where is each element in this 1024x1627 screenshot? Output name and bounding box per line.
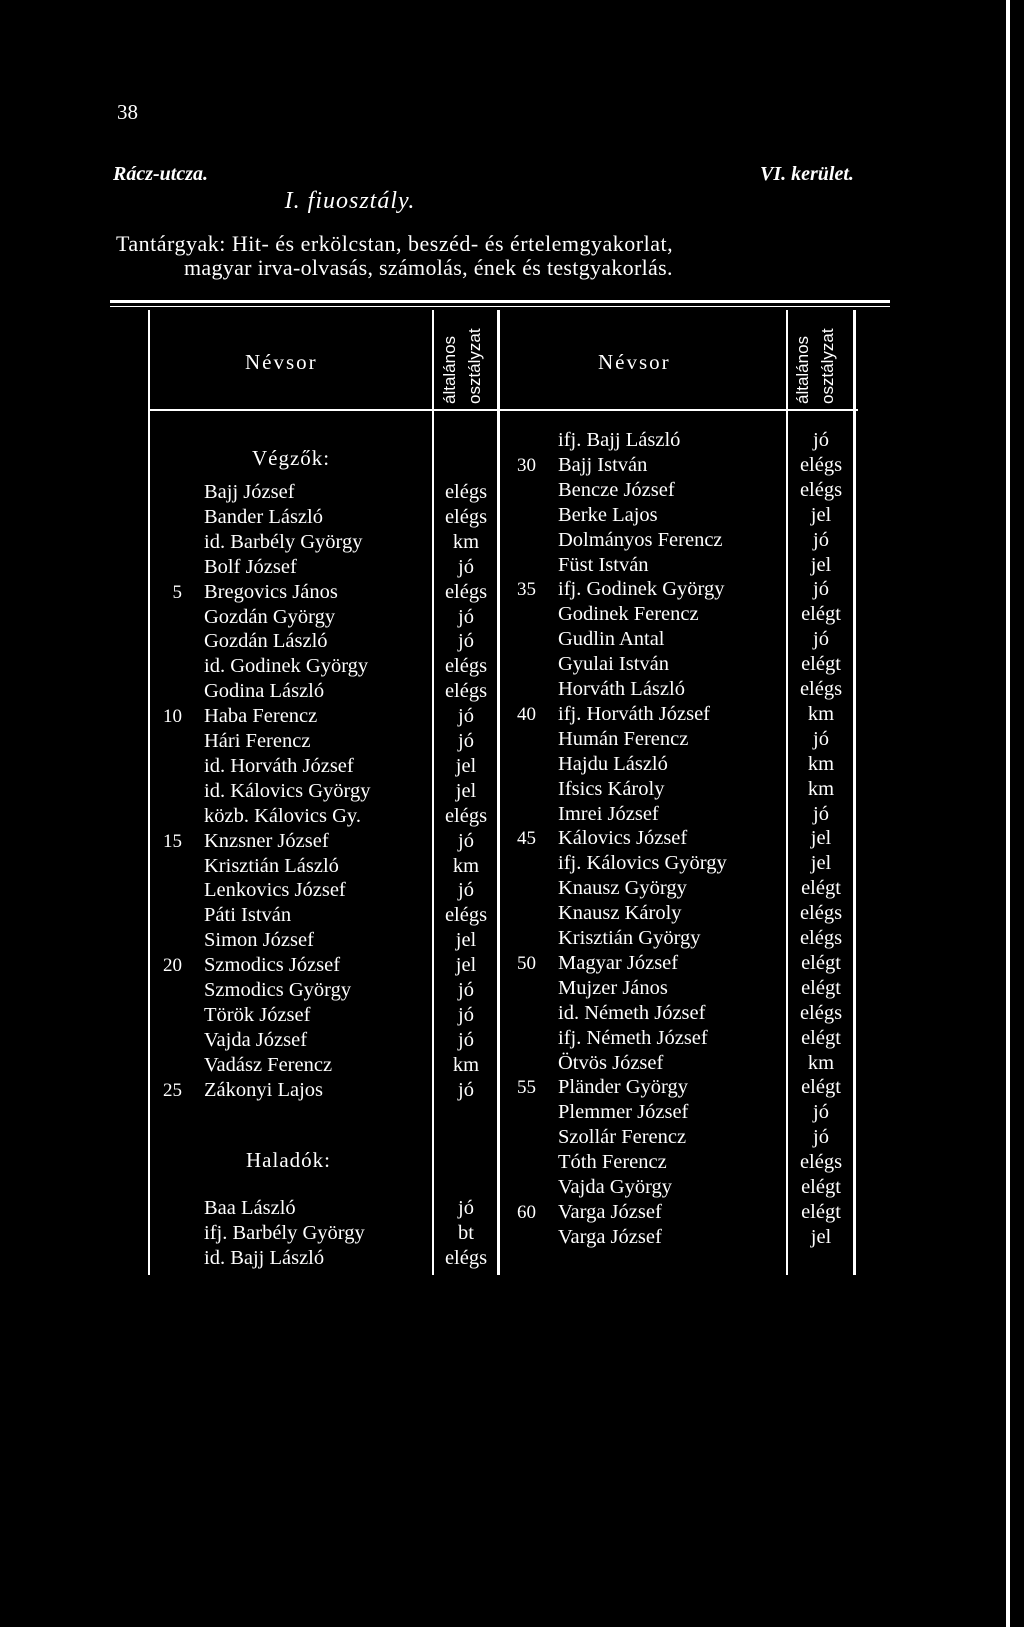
student-name: Mujzer János bbox=[558, 976, 668, 999]
student-name: ifj. Németh József bbox=[558, 1026, 708, 1049]
student-name: Plemmer József bbox=[558, 1101, 689, 1124]
student-name: Baa László bbox=[204, 1197, 296, 1219]
student-name: Gozdán László bbox=[204, 630, 328, 653]
student-name: id. Kálovics György bbox=[204, 779, 371, 802]
table-header-rule bbox=[148, 409, 858, 411]
student-name: ifj. Kálovics György bbox=[558, 852, 727, 875]
student-name: Bregovics János bbox=[204, 580, 338, 603]
student-name: Krisztián László bbox=[204, 854, 339, 877]
class-title: I. fiuosztály. bbox=[284, 188, 416, 214]
row-number: 25 bbox=[163, 1079, 182, 1101]
student-grade: km bbox=[452, 1053, 480, 1076]
row-number bbox=[152, 1221, 182, 1246]
row-number bbox=[506, 627, 536, 652]
row-number bbox=[506, 428, 536, 453]
row-number bbox=[506, 876, 536, 901]
row-number bbox=[506, 1125, 536, 1150]
student-grade: elégs bbox=[444, 1246, 488, 1269]
student-name: Ötvös József bbox=[558, 1051, 664, 1074]
student-grade: elégs bbox=[444, 680, 488, 703]
student-grade: jó bbox=[813, 528, 829, 551]
student-grade: elégs bbox=[799, 678, 843, 700]
row-number bbox=[506, 1100, 536, 1125]
student-grade: elégs bbox=[799, 1151, 843, 1174]
student-grade: elégt bbox=[801, 1076, 841, 1099]
student-name: Bajj József bbox=[204, 481, 295, 503]
row-number bbox=[506, 1051, 536, 1076]
student-name: id. Németh József bbox=[558, 1001, 706, 1024]
student-grade: jel bbox=[455, 929, 477, 952]
row-number bbox=[152, 480, 182, 505]
row-number bbox=[152, 505, 182, 530]
table-top-rule bbox=[110, 300, 890, 303]
row-number bbox=[506, 553, 536, 578]
student-grade: elégt bbox=[801, 653, 841, 676]
student-name: Krisztián György bbox=[558, 927, 701, 949]
left-grade-header-1: általános bbox=[440, 335, 459, 404]
row-number bbox=[152, 1196, 182, 1221]
student-grade: km bbox=[452, 530, 480, 553]
subjects-line-2: magyar irva-olvasás, számolás, ének és testgyakorlás. bbox=[184, 255, 673, 280]
left-table-border bbox=[148, 310, 150, 1275]
student-name: közb. Kálovics Gy. bbox=[204, 804, 361, 827]
student-name: id. Godinek György bbox=[204, 655, 369, 678]
row-number bbox=[152, 679, 182, 704]
row-number bbox=[152, 903, 182, 928]
row-number bbox=[152, 754, 182, 779]
row-number bbox=[506, 727, 536, 752]
page-number: 38 bbox=[117, 100, 138, 124]
student-grade: jel bbox=[455, 954, 477, 977]
table-top-rule-thin bbox=[110, 306, 890, 307]
student-grade: km bbox=[807, 702, 835, 725]
right-name-header: Névsor bbox=[598, 350, 671, 374]
student-grade: elégs bbox=[444, 655, 488, 678]
student-name: Knausz Károly bbox=[558, 902, 682, 925]
student-name: Gozdán György bbox=[204, 605, 336, 628]
row-number bbox=[506, 503, 536, 528]
row-number: 40 bbox=[517, 703, 536, 725]
student-grade: jó bbox=[813, 429, 829, 451]
student-grade: elégs bbox=[799, 902, 843, 925]
student-name: Szmodics József bbox=[204, 954, 341, 977]
row-number bbox=[506, 926, 536, 951]
row-number bbox=[506, 1225, 536, 1250]
student-grade: jel bbox=[455, 779, 477, 802]
student-name: Ifsics Károly bbox=[558, 777, 665, 800]
student-name: Magyar József bbox=[558, 951, 679, 974]
student-name: Varga József bbox=[558, 1225, 662, 1248]
row-number bbox=[506, 1150, 536, 1175]
student-grade: elégt bbox=[801, 1026, 841, 1049]
right-grade-header-2: osztályzat bbox=[818, 328, 837, 404]
student-grade: elégs bbox=[799, 478, 843, 501]
student-name: Simon József bbox=[204, 929, 314, 952]
student-grade: jó bbox=[813, 727, 829, 750]
row-number: 20 bbox=[163, 955, 182, 977]
row-number bbox=[506, 1001, 536, 1026]
student-grade: jó bbox=[458, 705, 474, 728]
student-grade: bt bbox=[458, 1221, 474, 1244]
student-name: Szollár Ferencz bbox=[558, 1126, 687, 1149]
student-grade: jó bbox=[813, 1101, 829, 1124]
student-name: Bencze József bbox=[558, 478, 675, 501]
student-name: Lenkovics József bbox=[204, 879, 346, 902]
left-name-header: Névsor bbox=[245, 350, 318, 374]
row-number bbox=[506, 528, 536, 553]
student-grade: elégs bbox=[799, 1001, 843, 1024]
student-name: Pländer György bbox=[558, 1076, 689, 1099]
student-grade: jel bbox=[810, 553, 832, 576]
student-name: ifj. Bajj László bbox=[558, 429, 681, 451]
student-grade: elégs bbox=[444, 481, 488, 503]
student-grade: jó bbox=[458, 555, 474, 578]
student-name: Knausz György bbox=[558, 877, 687, 900]
student-name: Tóth Ferencz bbox=[558, 1151, 667, 1174]
student-grade: jó bbox=[458, 829, 474, 852]
student-name: Bolf József bbox=[204, 555, 297, 578]
student-grade: elégt bbox=[801, 951, 841, 974]
student-grade: elégt bbox=[801, 976, 841, 999]
student-name: Varga József bbox=[558, 1200, 662, 1223]
student-name: Gudlin Antal bbox=[558, 628, 665, 651]
row-number bbox=[506, 976, 536, 1001]
student-grade: elégt bbox=[801, 1200, 841, 1223]
student-grade: jó bbox=[813, 802, 829, 825]
student-name: Humán Ferencz bbox=[558, 727, 689, 750]
row-number bbox=[152, 854, 182, 879]
row-number bbox=[152, 804, 182, 829]
student-grade: jel bbox=[810, 503, 832, 526]
student-grade: jó bbox=[458, 1003, 474, 1026]
row-number: 45 bbox=[517, 828, 536, 850]
student-grade: elégs bbox=[799, 453, 843, 476]
student-name: Vajda József bbox=[204, 1028, 308, 1051]
student-name: Vajda György bbox=[558, 1176, 673, 1198]
row-number: 5 bbox=[172, 581, 182, 603]
student-name: Szmodics György bbox=[204, 979, 352, 1001]
subjects-line-1: Tantárgyak: Hit- és erkölcstan, beszéd- és értelemgyakorlat, bbox=[116, 231, 674, 256]
student-name: Horváth László bbox=[558, 678, 685, 700]
student-grade: jel bbox=[455, 754, 477, 777]
student-name: id. Barbély György bbox=[204, 530, 363, 553]
row-number bbox=[506, 777, 536, 802]
student-name: Páti István bbox=[204, 904, 292, 927]
street-name: Rácz-utcza. bbox=[113, 163, 208, 185]
row-number: 15 bbox=[163, 830, 182, 852]
student-grade: elégs bbox=[444, 505, 488, 528]
student-name: Dolmányos Ferencz bbox=[558, 528, 723, 551]
student-name: Bander László bbox=[204, 505, 323, 528]
student-name: Hári Ferencz bbox=[204, 730, 311, 752]
row-number: 50 bbox=[517, 952, 536, 974]
row-number bbox=[152, 978, 182, 1003]
student-grade: km bbox=[452, 854, 480, 877]
row-number bbox=[506, 901, 536, 926]
row-number bbox=[152, 555, 182, 580]
student-grade: jó bbox=[458, 1197, 474, 1219]
student-grade: jó bbox=[458, 730, 474, 752]
student-name: ifj. Horváth József bbox=[558, 702, 710, 725]
student-grade: jó bbox=[813, 578, 829, 601]
student-grade: jel bbox=[810, 852, 832, 875]
student-name: Godina László bbox=[204, 680, 325, 703]
student-name: Hajdu László bbox=[558, 752, 668, 775]
student-name: Haba Ferencz bbox=[204, 705, 318, 728]
row-number bbox=[152, 729, 182, 754]
row-number bbox=[506, 478, 536, 503]
row-number bbox=[152, 605, 182, 630]
row-number bbox=[152, 1028, 182, 1053]
student-name: ifj. Godinek György bbox=[558, 578, 725, 601]
student-grade: km bbox=[807, 1051, 835, 1074]
student-grade: jó bbox=[458, 879, 474, 902]
row-number bbox=[152, 878, 182, 903]
student-grade: elégt bbox=[801, 603, 841, 626]
student-grade: elégt bbox=[801, 877, 841, 900]
graduates-section-label: Végzők: bbox=[252, 446, 331, 470]
row-number bbox=[152, 1053, 182, 1078]
row-number bbox=[152, 530, 182, 555]
student-grade: jó bbox=[813, 1126, 829, 1149]
advancers-section-label: Haladók: bbox=[246, 1148, 331, 1172]
student-name: Imrei József bbox=[558, 802, 659, 825]
row-number bbox=[506, 851, 536, 876]
row-number bbox=[506, 752, 536, 777]
student-name: Gyulai István bbox=[558, 653, 670, 676]
student-name: Füst István bbox=[558, 553, 649, 576]
row-number bbox=[152, 1003, 182, 1028]
student-grade: jó bbox=[458, 605, 474, 628]
row-number bbox=[152, 1246, 182, 1271]
student-grade: jó bbox=[458, 630, 474, 653]
student-name: Bajj István bbox=[558, 453, 648, 476]
student-name: id. Horváth József bbox=[204, 754, 354, 777]
row-number bbox=[506, 652, 536, 677]
student-grade: elégs bbox=[444, 580, 488, 603]
student-grade: jel bbox=[810, 827, 832, 850]
row-number bbox=[152, 654, 182, 679]
student-grade: jel bbox=[810, 1225, 832, 1248]
student-name: Zákonyi Lajos bbox=[204, 1078, 323, 1101]
left-grade-header-2: osztályzat bbox=[465, 328, 484, 404]
student-name: Berke Lajos bbox=[558, 503, 658, 526]
student-name: Török József bbox=[204, 1003, 311, 1026]
student-name: Godinek Ferencz bbox=[558, 603, 699, 626]
page-edge-rule bbox=[1006, 0, 1010, 1627]
row-number bbox=[506, 1026, 536, 1051]
student-name: Kálovics József bbox=[558, 827, 688, 850]
row-number bbox=[506, 802, 536, 827]
row-number bbox=[506, 677, 536, 702]
student-grade: elégs bbox=[799, 927, 843, 949]
student-name: ifj. Barbély György bbox=[204, 1221, 365, 1244]
district-name: VI. kerület. bbox=[760, 163, 854, 185]
student-grade: jó bbox=[458, 979, 474, 1001]
row-number: 10 bbox=[163, 706, 182, 728]
row-number: 30 bbox=[517, 454, 536, 476]
student-name: Vadász Ferencz bbox=[204, 1053, 333, 1076]
student-grade: km bbox=[807, 752, 835, 775]
student-grade: elégs bbox=[444, 804, 488, 827]
student-grade: jó bbox=[458, 1028, 474, 1051]
student-name: id. Bajj László bbox=[204, 1246, 325, 1269]
student-grade: elégs bbox=[444, 904, 488, 927]
student-name: Knzsner József bbox=[204, 829, 329, 852]
student-grade: jó bbox=[458, 1078, 474, 1101]
row-number: 35 bbox=[517, 579, 536, 601]
row-number bbox=[152, 629, 182, 654]
student-grade: jó bbox=[813, 628, 829, 651]
student-grade: km bbox=[807, 777, 835, 800]
student-grade: elégt bbox=[801, 1176, 841, 1198]
row-number bbox=[152, 779, 182, 804]
row-number: 60 bbox=[517, 1201, 536, 1223]
row-number bbox=[506, 602, 536, 627]
right-grade-header-1: általános bbox=[793, 335, 812, 404]
row-number: 55 bbox=[517, 1077, 536, 1099]
row-number bbox=[152, 928, 182, 953]
row-number bbox=[506, 1175, 536, 1200]
